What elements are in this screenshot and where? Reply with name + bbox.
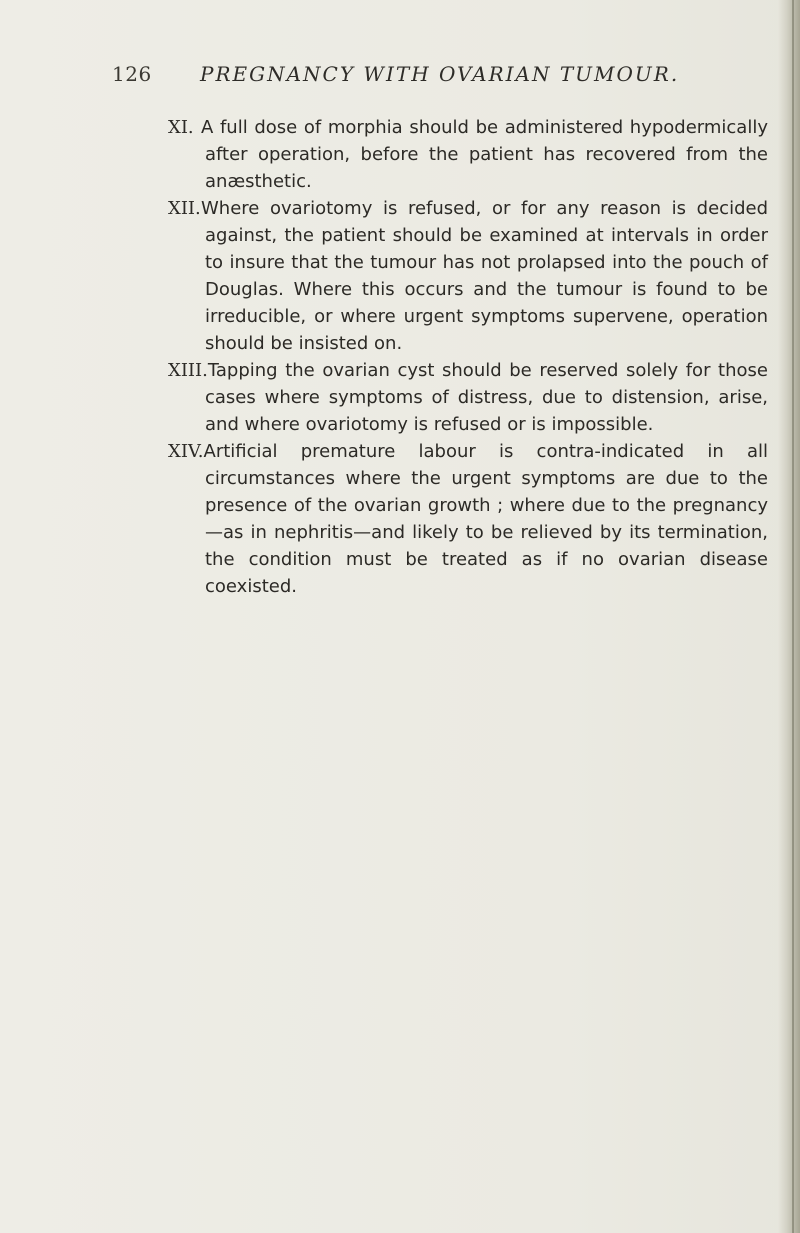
paragraph-numeral: XII. xyxy=(168,198,201,219)
paragraph-text: A full dose of morphia should be administered hypodermically after operation, before the patient has recovered from the anæsthetic. xyxy=(201,117,768,192)
running-title: PREGNANCY WITH OVARIAN TUMOUR. xyxy=(200,62,680,86)
paragraph-xi xyxy=(168,114,768,195)
paragraph-text: Artificial premature labour is contra-indicated in all circumstances where the urgent symptoms are due to the presence of the ovarian growth ; where due to the pregnancy—as in nephritis—and likely to be relieved by its termination, the condition must be treated as if no ovarian disease coexisted. xyxy=(203,441,768,597)
paragraph-numeral: XIV. xyxy=(168,441,204,462)
body-text xyxy=(168,114,768,600)
page-edge-line xyxy=(792,0,794,1233)
paragraph-numeral: XI. xyxy=(168,117,194,138)
page-number: 126 xyxy=(112,62,152,86)
page-header xyxy=(0,62,800,92)
page-edge-shadow xyxy=(778,0,800,1233)
paragraph-xiv xyxy=(168,438,768,600)
paragraph-xiii xyxy=(168,357,768,438)
paragraph-xii xyxy=(168,195,768,357)
paragraph-text: Where ovariotomy is refused, or for any reason is decided against, the patient should be examined at intervals in order to insure that the tumour has not prolapsed into the pouch of Douglas. Where this occurs and the tumour is found to be irreducible, or where urgent symptoms supervene, operation should be insisted on. xyxy=(201,198,768,354)
paragraph-numeral: XIII. xyxy=(168,360,208,381)
paragraph-text: Tapping the ovarian cyst should be reserved solely for those cases where symptoms of distress, due to distension, arise, and where ovariotomy is refused or is impossible. xyxy=(205,360,768,435)
